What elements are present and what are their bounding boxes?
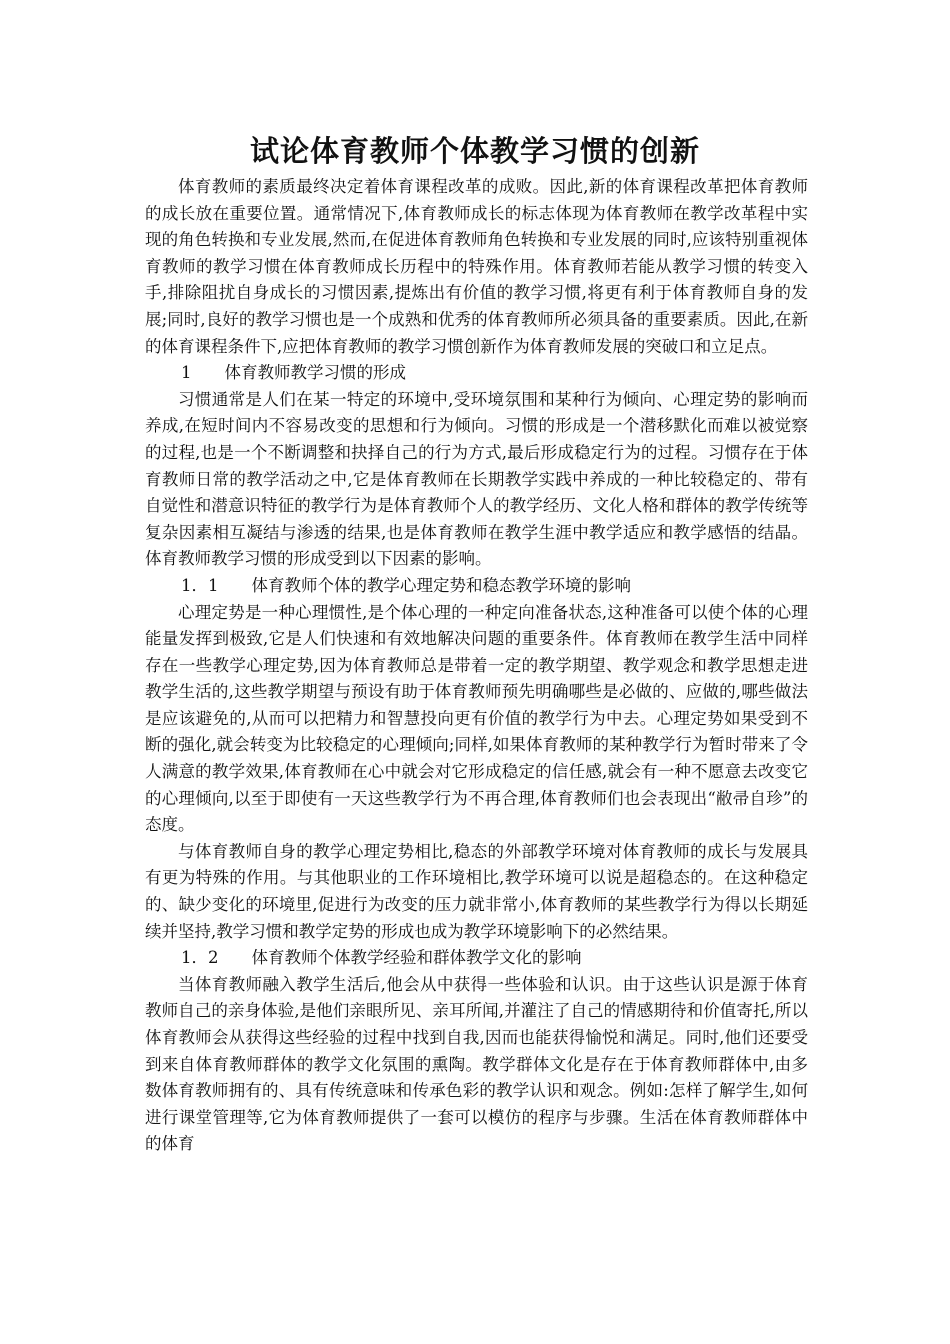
section-heading-1: 1 体育教师教学习惯的形成 [181,363,406,383]
section-heading-1-2: 1．2 体育教师个体教学经验和群体教学文化的影响 [181,948,582,968]
document-body [145,174,808,1158]
paragraph-mental-set: 心理定势是一种心理惯性,是个体心理的一种定向准备状态,这种准备可以使个体的心理能量发挥到极致,它是人们快速和有效地解决问题的重要条件。体育教师在教学生活中同样存在一些教学心理定势,因为体育教师总是带着一定的教学期望、教学观念和教学思想走进教学生活的,这些教学期望与预设有助于体育教师预先明确哪些是必做的、应做的,哪些做法是应该避免的,从而可以把精力和智慧投向更有价值的教学行为中去。心理定势如果受到不断的强化,就会转变为比较稳定的心理倾向;同样,如果体育教师的某种教学行为暂时带来了令人满意的教学效果,体育教师在心中就会对它形成稳定的信任感,就会有一种不愿意去改变它的心理倾向,以至于即使有一天这些教学行为不再合理,体育教师们也会表现出“敝帚自珍”的态度。 [145,602,808,835]
paragraph-intro: 体育教师的素质最终决定着体育课程改革的成败。因此,新的体育课程改革把体育教师的成长放在重要位置。通常情况下,体育教师成长的标志体现为体育教师在教学改革程中实现的角色转换和专业发展,然而,在促进体育教师角色转换和专业发展的同时,应该特别重视体育教师的教学习惯在体育教师成长历程中的特殊作用。体育教师若能从教学习惯的转变入手,排除阻扰自身成长的习惯因素,提炼出有价值的教学习惯,将更有利于体育教师自身的发展;同时,良好的教学习惯也是一个成熟和优秀的体育教师所必须具备的重要素质。因此,在新的体育课程条件下,应把体育教师的教学习惯创新作为体育教师发展的突破口和立足点。 [145,177,808,356]
section-heading-1-1: 1．1 体育教师个体的教学心理定势和稳态教学环境的影响 [181,575,631,595]
document-title: 试论体育教师个体教学习惯的创新 [249,134,700,168]
paragraph-experience-culture: 当体育教师融入教学生活后,他会从中获得一些体验和认识。由于这些认识是源于体育教师自己的亲身体验,是他们亲眼所见、亲耳所闻,并灌注了自己的情感期待和价值寄托,所以体育教师会从获得这些经验的过程中找到自我,因而也能获得愉悦和满足。同时,他们还要受到来自体育教师群体的教学文化氛围的熏陶。教学群体文化是存在于体育教师群体中,由多数体育教师拥有的、具有传统意味和传承色彩的教学认识和观念。例如:怎样了解学生,如何进行课堂管理等,它为体育教师提供了一套可以模仿的程序与步骤。生活在体育教师群体中的体育 [145,974,808,1154]
paragraph-habit-formation: 习惯通常是人们在某一特定的环境中,受环境氛围和某种行为倾向、心理定势的影响而养成,在短时间内不容易改变的思想和行为倾向。习惯的形成是一个潜移默化而难以被觉察的过程,也是一个不断调整和抉择自己的行为方式,最后形成稳定行为的过程。习惯存在于体育教师日常的教学活动之中,它是体育教师在长期教学实践中养成的一种比较稳定的、带有自觉性和潜意识特征的教学行为是体育教师个人的教学经历、文化人格和群体的教学传统等复杂因素相互凝结与渗透的结果,也是体育教师在教学生涯中教学适应和教学感悟的结晶。体育教师教学习惯的形成受到以下因素的影响。 [145,389,808,569]
paragraph-stable-environment: 与体育教师自身的教学心理定势相比,稳态的外部教学环境对体育教师的成长与发展具有更为特殊的作用。与其他职业的工作环境相比,教学环境可以说是超稳态的。在这种稳定的、缺少变化的环境里,促进行为改变的压力就非常小,体育教师的某些教学行为得以长期延续并坚持,教学习惯和教学定势的形成也成为教学环境影响下的必然结果。 [145,841,808,941]
